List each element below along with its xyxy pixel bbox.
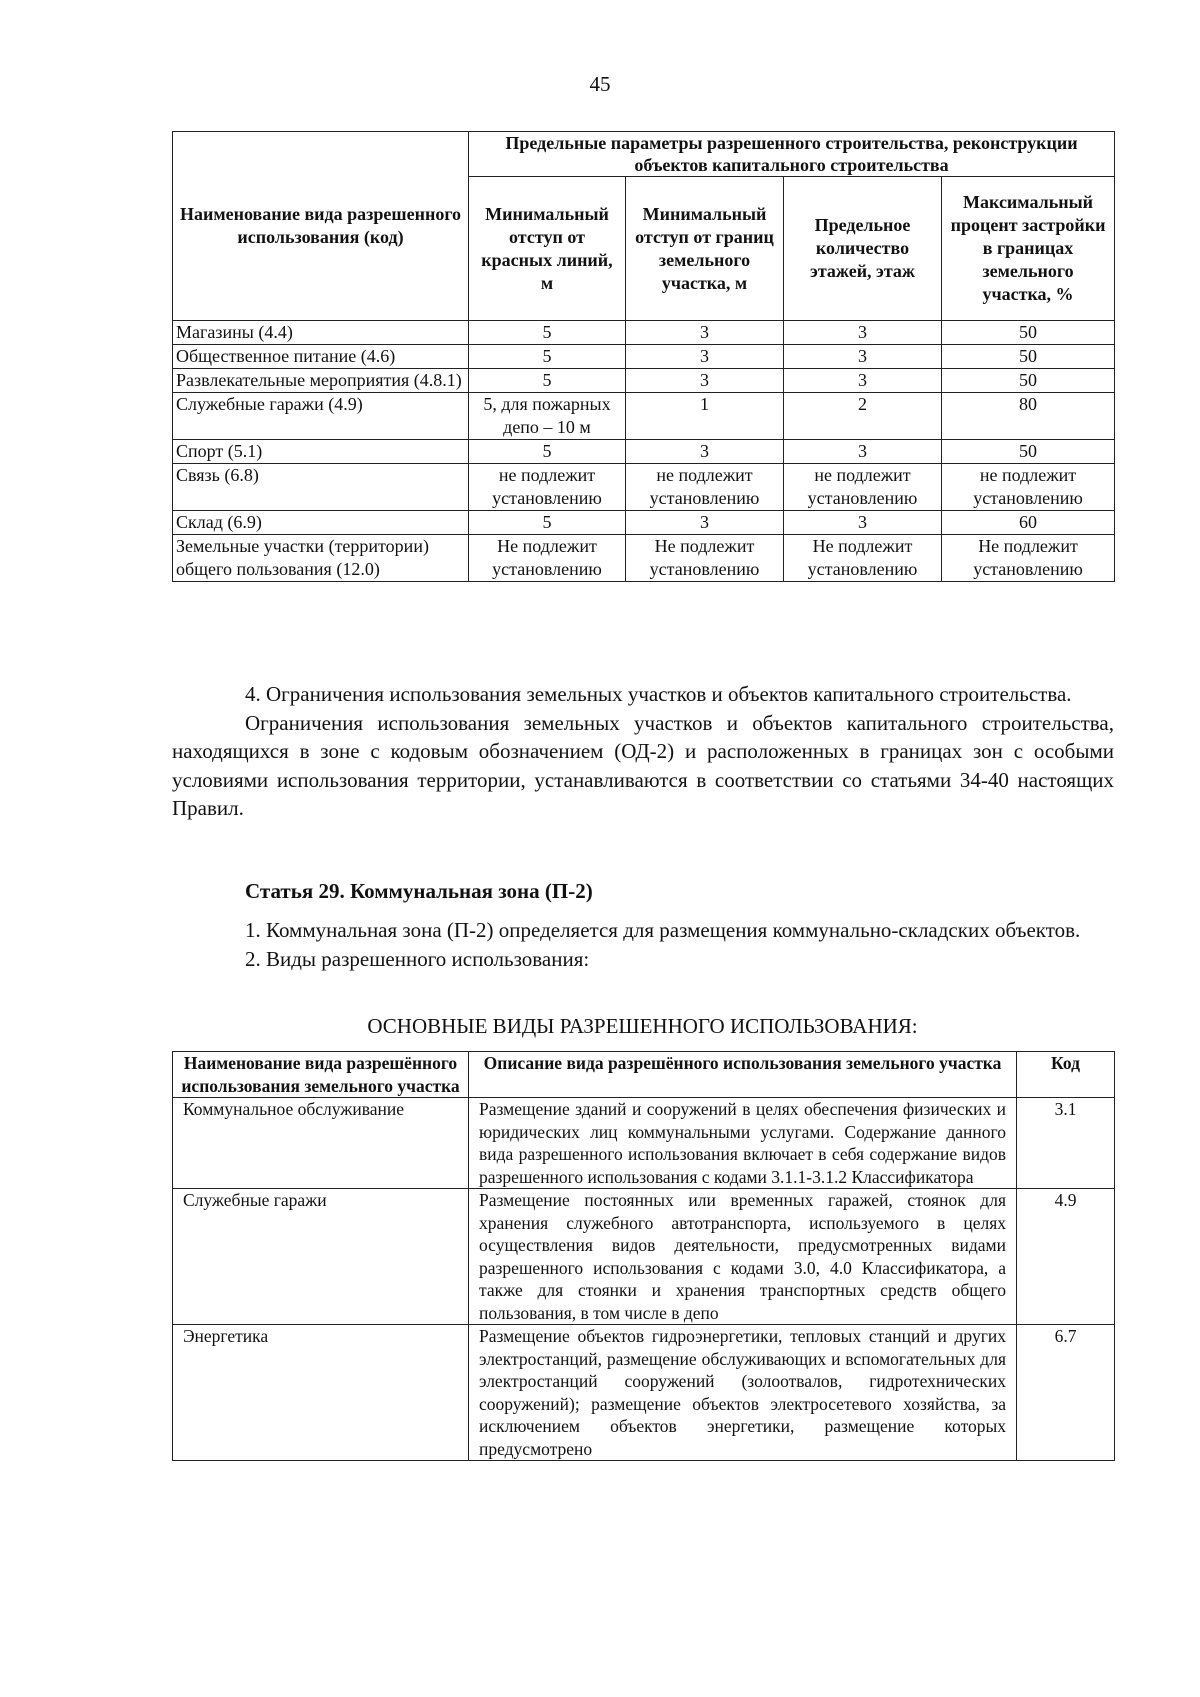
percent-cell: 50	[942, 321, 1115, 345]
use-description-cell: Размещение объектов гидроэнергетики, тепловых станций и других электростанций, размещение обслуживающих и вспомогательных для электростанций сооружений (золоотвалов, гидротехнических сооружений); размещение объектов электросетевого хозяйства, за исключением объектов энергетики, размещение которых предусмотрено	[469, 1325, 1017, 1461]
uses-intro-paragraph: 2. Виды разрешенного использования:	[245, 946, 590, 971]
min-border-cell: 3	[626, 369, 784, 393]
min-border-cell: не подлежит установлению	[626, 464, 784, 511]
min-red-cell: 5, для пожарных депо – 10 м	[469, 393, 626, 440]
article-section	[172, 916, 1114, 973]
min-red-cell: 5	[469, 511, 626, 535]
use-name-cell: Спорт (5.1)	[173, 440, 469, 464]
table-row	[173, 1189, 1115, 1325]
restrictions-paragraph: 4. Ограничения использования земельных участков и объектов капитального строительства.	[245, 682, 1072, 706]
main-uses-heading: ОСНОВНЫЕ ВИДЫ РАЗРЕШЕННОГО ИСПОЛЬЗОВАНИЯ:	[367, 1014, 918, 1038]
table-row	[173, 535, 1115, 582]
floors-cell: Не подлежит установлению	[784, 535, 942, 582]
use-name-cell: Энергетика	[173, 1325, 469, 1461]
table-row	[173, 369, 1115, 393]
restrictions-section	[172, 680, 1114, 823]
use-name-cell: Служебные гаражи	[173, 1189, 469, 1325]
floors-cell: 3	[784, 321, 942, 345]
header-code: Код	[1017, 1052, 1115, 1098]
min-red-cell: 5	[469, 321, 626, 345]
percent-cell: 80	[942, 393, 1115, 440]
code-cell: 3.1	[1017, 1098, 1115, 1189]
floors-cell: 3	[784, 440, 942, 464]
table-row	[173, 1325, 1115, 1461]
use-name-cell: Общественное питание (4.6)	[173, 345, 469, 369]
parameters-table	[172, 131, 1115, 582]
min-red-cell: Не подлежит установлению	[469, 535, 626, 582]
percent-cell: Не подлежит установлению	[942, 535, 1115, 582]
percent-cell: 50	[942, 440, 1115, 464]
use-name-cell: Земельные участки (территории) общего пользования (12.0)	[173, 535, 469, 582]
min-red-cell: не подлежит установлению	[469, 464, 626, 511]
percent-cell: 60	[942, 511, 1115, 535]
min-red-cell: 5	[469, 345, 626, 369]
code-cell: 6.7	[1017, 1325, 1115, 1461]
table-row	[173, 393, 1115, 440]
min-border-cell: 3	[626, 321, 784, 345]
percent-cell: 50	[942, 345, 1115, 369]
use-name-cell: Развлекательные мероприятия (4.8.1)	[173, 369, 469, 393]
code-cell: 4.9	[1017, 1189, 1115, 1325]
floors-cell: 2	[784, 393, 942, 440]
min-border-cell: 3	[626, 511, 784, 535]
header-parameters-group: Предельные параметры разрешенного строительства, реконструкции объектов капитального строительства	[469, 132, 1115, 177]
header-max-percent: Максимальный процент застройки в границах земельного участка, %	[942, 177, 1115, 321]
use-name-cell: Склад (6.9)	[173, 511, 469, 535]
floors-cell: 3	[784, 345, 942, 369]
header-use-description: Описание вида разрешённого использования земельного участка	[469, 1052, 1017, 1098]
use-description-cell: Размещение зданий и сооружений в целях обеспечения физических и юридических лиц коммунальными услугами. Содержание данного вида разрешенного использования включает в себя содержание видов разрешенного использования с кодами 3.1.1-3.1.2 Классификатора	[469, 1098, 1017, 1189]
percent-cell: 50	[942, 369, 1115, 393]
header-min-border: Минимальный отступ от границ земельного участка, м	[626, 177, 784, 321]
table-row	[173, 464, 1115, 511]
floors-cell: 3	[784, 511, 942, 535]
use-name-cell: Связь (6.8)	[173, 464, 469, 511]
min-border-cell: Не подлежит установлению	[626, 535, 784, 582]
use-name-cell: Магазины (4.4)	[173, 321, 469, 345]
page-number: 45	[589, 72, 611, 96]
floors-cell: 3	[784, 369, 942, 393]
header-min-red-line: Минимальный отступ от красных линий, м	[469, 177, 626, 321]
table-row	[173, 511, 1115, 535]
floors-cell: не подлежит установлению	[784, 464, 942, 511]
restrictions-detail-paragraph: Ограничения использования земельных участков и объектов капитального строительства, находящихся в зоне с кодовым обозначением (ОД-2) и расположенных в границах зон с особыми условиями использования территории, устанавливаются в соответствии со статьями 34-40 настоящих Правил.	[172, 710, 1114, 820]
min-border-cell: 1	[626, 393, 784, 440]
header-use-name: Наименование вида разрешенного использования (код)	[173, 132, 469, 321]
header-use-name: Наименование вида разрешённого использования земельного участка	[173, 1052, 469, 1098]
min-red-cell: 5	[469, 369, 626, 393]
table-row	[173, 345, 1115, 369]
min-border-cell: 3	[626, 345, 784, 369]
header-max-floors: Предельное количество этажей, этаж	[784, 177, 942, 321]
table-row	[173, 1098, 1115, 1189]
min-red-cell: 5	[469, 440, 626, 464]
percent-cell: не подлежит установлению	[942, 464, 1115, 511]
zone-definition-paragraph: 1. Коммунальная зона (П-2) определяется для размещения коммунально-складских объектов.	[245, 918, 1081, 942]
use-name-cell: Служебные гаражи (4.9)	[173, 393, 469, 440]
article-heading: Статья 29. Коммунальная зона (П-2)	[245, 879, 593, 903]
use-description-cell: Размещение постоянных или временных гаражей, стоянок для хранения служебного автотранспорта, используемого в целях осуществления видов деятельности, предусмотренных видами разрешенного использования с кодами 3.0, 4.0 Классификатора, а также для стоянки и хранения транспортных средств общего пользования, в том числе в депо	[469, 1189, 1017, 1325]
use-name-cell: Коммунальное обслуживание	[173, 1098, 469, 1189]
permitted-uses-table	[172, 1051, 1115, 1461]
min-border-cell: 3	[626, 440, 784, 464]
table-row	[173, 440, 1115, 464]
table-row	[173, 321, 1115, 345]
